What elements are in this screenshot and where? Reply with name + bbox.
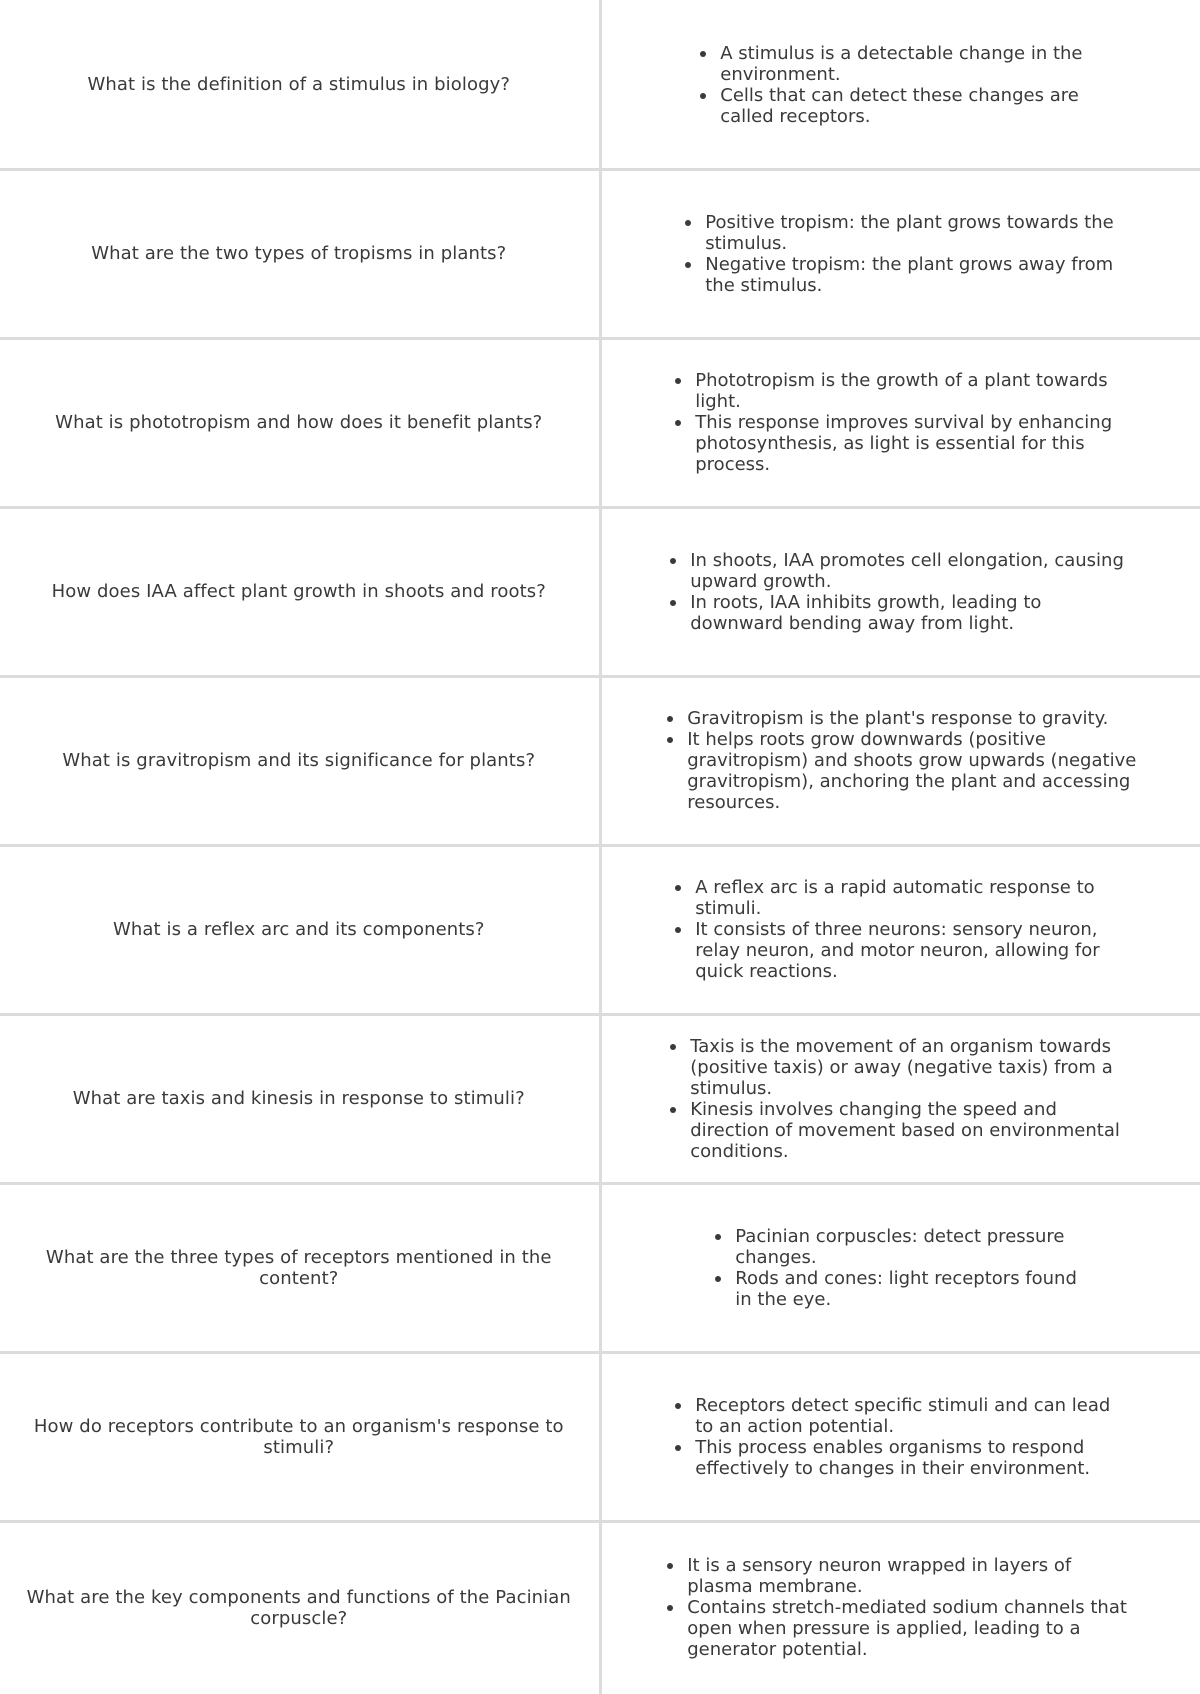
- answer-item: Negative tropism: the plant grows away from the stimulus.: [699, 254, 1119, 296]
- flashcard-row: [0, 1352, 1200, 1521]
- flashcard-row: [0, 1521, 1200, 1694]
- flashcard-row: [0, 1014, 1200, 1183]
- answer-item: Pacinian corpuscles: detect pressure changes.: [729, 1226, 1089, 1268]
- answer-cell: [601, 1183, 1200, 1352]
- question-text: How do receptors contribute to an organism's response to stimuli?: [33, 1415, 564, 1458]
- question-cell: [0, 1014, 598, 1183]
- answer-cell: [601, 845, 1200, 1014]
- question-text: What are the three types of receptors mentioned in the content?: [45, 1246, 552, 1289]
- answer-item: It consists of three neurons: sensory neuron, relay neuron, and motor neuron, allowing for quick reactions.: [689, 919, 1129, 982]
- question-text: How does IAA affect plant growth in shoots and roots?: [51, 581, 546, 602]
- answer-item: This response improves survival by enhancing photosynthesis, as light is essential for this process.: [689, 412, 1129, 475]
- answer-list: [671, 370, 1129, 475]
- answer-cell: [601, 1521, 1200, 1694]
- flashcard-row: [0, 845, 1200, 1014]
- question-text: What are the two types of tropisms in plants?: [91, 243, 507, 264]
- answer-list: [681, 212, 1119, 296]
- answer-item: Gravitropism is the plant's response to gravity.: [681, 708, 1137, 729]
- question-text: What are taxis and kinesis in response to stimuli?: [72, 1088, 525, 1109]
- answer-cell: [601, 0, 1200, 169]
- question-text: What are the key components and functions of the Pacinian corpuscle?: [26, 1586, 571, 1629]
- flashcard-row: [0, 338, 1200, 507]
- answer-item: Rods and cones: light receptors found in the eye.: [729, 1268, 1089, 1310]
- answer-list: [711, 1226, 1089, 1310]
- answer-cell: [601, 1014, 1200, 1183]
- answer-cell: [601, 338, 1200, 507]
- question-text: What is gravitropism and its significance for plants?: [62, 750, 536, 771]
- question-text: What is phototropism and how does it benefit plants?: [55, 412, 543, 433]
- answer-item: A reflex arc is a rapid automatic response to stimuli.: [689, 877, 1129, 919]
- question-cell: [0, 1521, 598, 1694]
- answer-item: Receptors detect specific stimuli and can lead to an action potential.: [689, 1395, 1129, 1437]
- answer-item: It helps roots grow downwards (positive gravitropism) and shoots grow upwards (negative gravitropism), anchoring the plant and accessing resources.: [681, 729, 1137, 813]
- question-cell: [0, 0, 598, 169]
- flashcard-row: [0, 169, 1200, 338]
- answer-item: It is a sensory neuron wrapped in layers of plasma membrane.: [681, 1555, 1137, 1597]
- answer-list: [663, 708, 1137, 813]
- answer-item: Kinesis involves changing the speed and direction of movement based on environmental conditions.: [684, 1099, 1134, 1162]
- answer-item: Cells that can detect these changes are called receptors.: [714, 85, 1104, 127]
- flashcard-row: [0, 1183, 1200, 1352]
- answer-list: [671, 877, 1129, 982]
- flashcard-row: [0, 507, 1200, 676]
- question-cell: [0, 845, 598, 1014]
- answer-item: Phototropism is the growth of a plant towards light.: [689, 370, 1129, 412]
- answer-list: [671, 1395, 1129, 1479]
- question-text: What is the definition of a stimulus in biology?: [87, 74, 511, 95]
- answer-item: Taxis is the movement of an organism towards (positive taxis) or away (negative taxis) from a stimulus.: [684, 1036, 1134, 1099]
- question-cell: [0, 169, 598, 338]
- question-cell: [0, 338, 598, 507]
- question-cell: [0, 676, 598, 845]
- answer-item: This process enables organisms to respond effectively to changes in their environment.: [689, 1437, 1129, 1479]
- answer-list: [663, 1555, 1137, 1660]
- answer-list: [666, 550, 1134, 634]
- answer-item: Positive tropism: the plant grows towards the stimulus.: [699, 212, 1119, 254]
- question-text: What is a reflex arc and its components?: [112, 919, 485, 940]
- answer-item: In shoots, IAA promotes cell elongation, causing upward growth.: [684, 550, 1134, 592]
- answer-list: [666, 1036, 1134, 1162]
- question-cell: [0, 1183, 598, 1352]
- answer-list: [696, 43, 1104, 127]
- question-cell: [0, 507, 598, 676]
- answer-cell: [601, 676, 1200, 845]
- answer-cell: [601, 1352, 1200, 1521]
- answer-item: Contains stretch-mediated sodium channels that open when pressure is applied, leading to a generator potential.: [681, 1597, 1137, 1660]
- answer-cell: [601, 507, 1200, 676]
- answer-cell: [601, 169, 1200, 338]
- answer-item: A stimulus is a detectable change in the environment.: [714, 43, 1104, 85]
- flashcard-row: [0, 0, 1200, 169]
- flashcard-row: [0, 676, 1200, 845]
- answer-item: In roots, IAA inhibits growth, leading to downward bending away from light.: [684, 592, 1134, 634]
- question-cell: [0, 1352, 598, 1521]
